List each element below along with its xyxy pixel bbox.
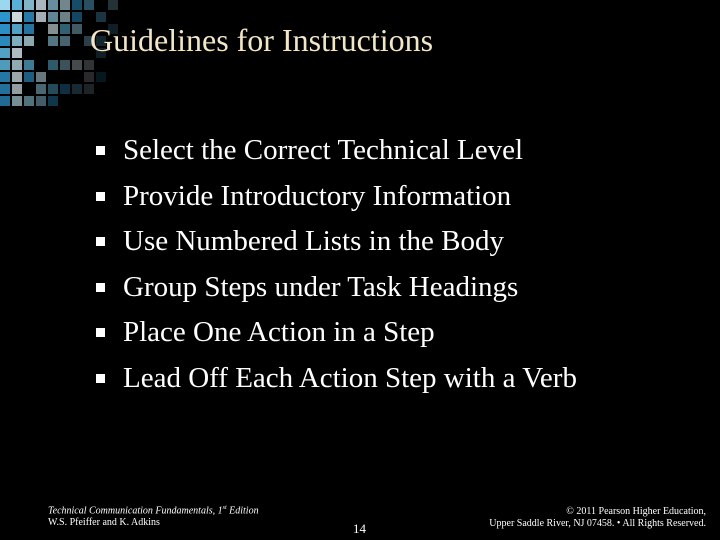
mosaic-tile bbox=[48, 36, 58, 46]
mosaic-tile bbox=[108, 0, 118, 10]
bullet-item bbox=[96, 356, 577, 402]
mosaic-tile bbox=[60, 24, 70, 34]
mosaic-tile bbox=[84, 84, 94, 94]
footer-copyright bbox=[489, 506, 706, 530]
bullet-text: Lead Off Each Action Step with a Verb bbox=[123, 361, 577, 394]
mosaic-tile bbox=[24, 60, 34, 70]
mosaic-tile bbox=[0, 96, 10, 106]
mosaic-tile bbox=[60, 84, 70, 94]
mosaic-tile bbox=[12, 72, 22, 82]
mosaic-tile bbox=[24, 72, 34, 82]
footer-copyright-line1: © 2011 Pearson Higher Education, bbox=[566, 506, 706, 517]
mosaic-tile bbox=[12, 60, 22, 70]
mosaic-tile bbox=[12, 24, 22, 34]
mosaic-tile bbox=[36, 96, 46, 106]
footer-authors: W.S. Pfeiffer and K. Adkins bbox=[48, 517, 160, 529]
mosaic-tile bbox=[24, 0, 34, 10]
mosaic-tile bbox=[12, 84, 22, 94]
square-bullet-icon bbox=[96, 146, 105, 155]
mosaic-tile bbox=[12, 36, 22, 46]
mosaic-tile bbox=[12, 0, 22, 10]
bullet-text: Provide Introductory Information bbox=[123, 179, 512, 212]
square-bullet-icon bbox=[96, 374, 105, 383]
mosaic-tile bbox=[72, 24, 82, 34]
mosaic-tile bbox=[60, 60, 70, 70]
footer-book-title: Technical Communication Fundamentals, 1 bbox=[48, 505, 223, 517]
bullet-text: Place One Action in a Step bbox=[123, 316, 435, 349]
mosaic-tile bbox=[0, 36, 10, 46]
mosaic-tile bbox=[72, 12, 82, 22]
footer-edition-sup: st bbox=[222, 505, 227, 511]
mosaic-tile bbox=[48, 0, 58, 10]
square-bullet-icon bbox=[96, 237, 105, 246]
mosaic-tile bbox=[60, 0, 70, 10]
page-number: 14 bbox=[353, 521, 366, 536]
mosaic-tile bbox=[84, 60, 94, 70]
mosaic-tile bbox=[48, 60, 58, 70]
mosaic-tile bbox=[0, 48, 10, 58]
mosaic-tile bbox=[12, 12, 22, 22]
footer-edition-word: Edition bbox=[226, 505, 259, 517]
mosaic-tile bbox=[0, 0, 10, 10]
bullet-item bbox=[96, 128, 577, 174]
bullet-list bbox=[96, 128, 577, 401]
mosaic-tile bbox=[96, 12, 106, 22]
mosaic-tile bbox=[36, 12, 46, 22]
mosaic-tile bbox=[0, 24, 10, 34]
mosaic-tile bbox=[84, 0, 94, 10]
mosaic-tile bbox=[96, 72, 106, 82]
mosaic-tile bbox=[72, 84, 82, 94]
mosaic-tile bbox=[36, 84, 46, 94]
footer-copyright-line2: Upper Saddle River, NJ 07458. • All Rights Reserved. bbox=[489, 518, 706, 529]
mosaic-tile bbox=[48, 96, 58, 106]
mosaic-tile bbox=[60, 12, 70, 22]
mosaic-tile bbox=[0, 72, 10, 82]
slide-title: Guidelines for Instructions bbox=[90, 22, 434, 58]
bullet-item bbox=[96, 174, 577, 220]
mosaic-tile bbox=[24, 36, 34, 46]
mosaic-tile bbox=[0, 60, 10, 70]
mosaic-tile bbox=[12, 96, 22, 106]
bullet-text: Use Numbered Lists in the Body bbox=[123, 225, 504, 258]
mosaic-tile bbox=[48, 12, 58, 22]
footer-book-credit bbox=[48, 502, 259, 529]
mosaic-tile bbox=[0, 12, 10, 22]
mosaic-tile bbox=[12, 48, 22, 58]
footer-book-title-line bbox=[48, 502, 259, 517]
mosaic-tile bbox=[60, 36, 70, 46]
mosaic-tile bbox=[24, 24, 34, 34]
mosaic-tile bbox=[36, 0, 46, 10]
square-bullet-icon bbox=[96, 192, 105, 201]
bullet-item bbox=[96, 310, 577, 356]
bullet-text: Select the Correct Technical Level bbox=[123, 134, 524, 167]
bullet-item bbox=[96, 265, 577, 311]
bullet-text: Group Steps under Task Headings bbox=[123, 270, 519, 303]
mosaic-tile bbox=[48, 24, 58, 34]
mosaic-tile bbox=[0, 84, 10, 94]
square-bullet-icon bbox=[96, 328, 105, 337]
mosaic-tile bbox=[24, 96, 34, 106]
bullet-item bbox=[96, 219, 577, 265]
mosaic-tile bbox=[24, 12, 34, 22]
mosaic-tile bbox=[72, 60, 82, 70]
mosaic-tile bbox=[48, 84, 58, 94]
mosaic-tile bbox=[72, 0, 82, 10]
mosaic-tile bbox=[36, 72, 46, 82]
mosaic-tile bbox=[84, 72, 94, 82]
square-bullet-icon bbox=[96, 283, 105, 292]
